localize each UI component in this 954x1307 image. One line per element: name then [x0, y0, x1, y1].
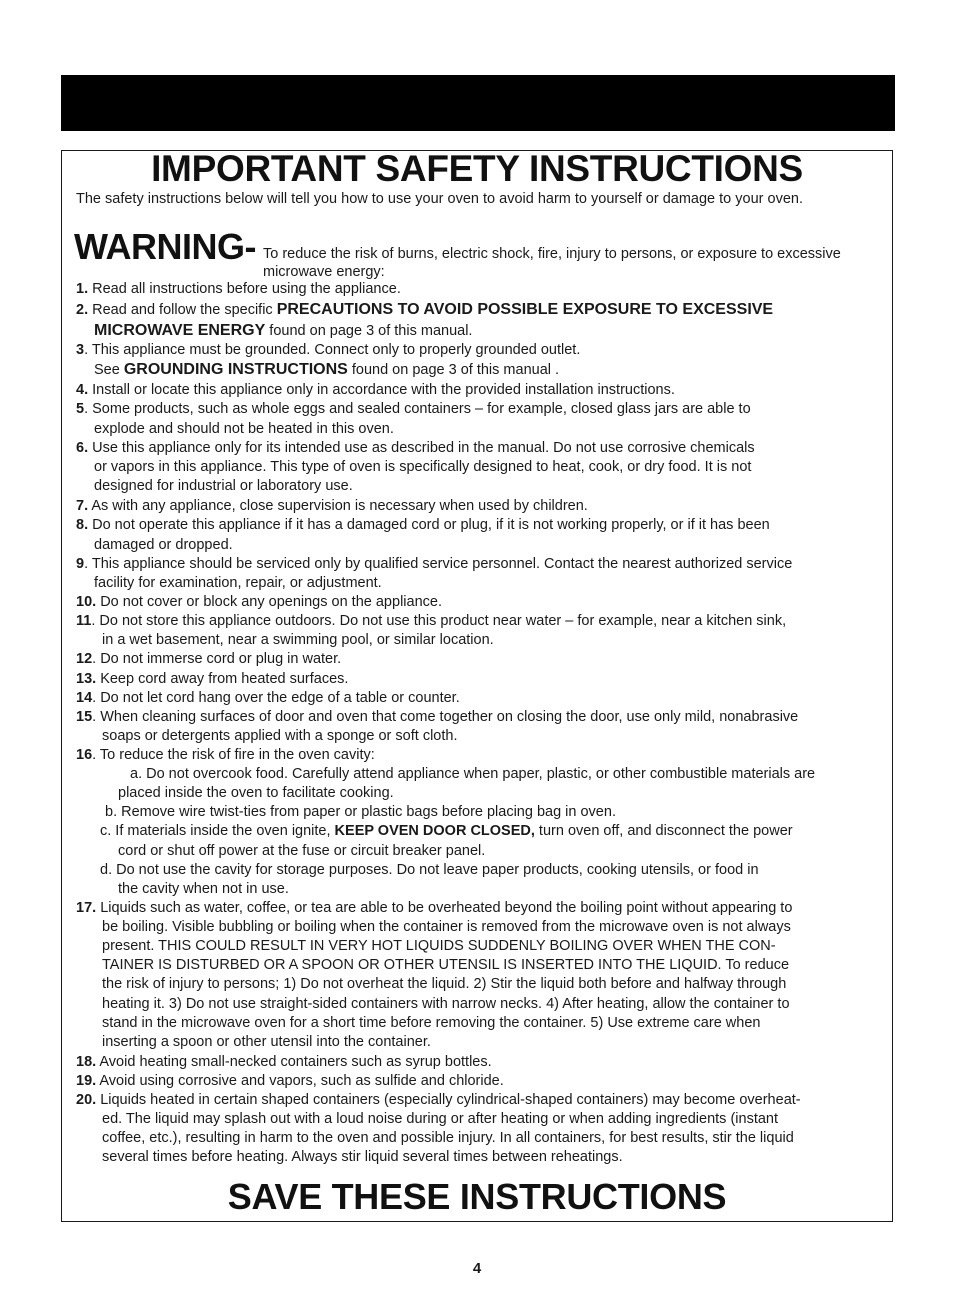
instruction-text: GROUNDING INSTRUCTIONS — [123, 361, 348, 378]
instruction-line — [94, 360, 559, 380]
instruction-text: cord or shut off power at the fuse or circuit breaker panel. — [118, 843, 486, 859]
instruction-text: 13. — [76, 671, 97, 687]
instruction-text: soaps or detergents applied with a sponge or soft cloth. — [102, 728, 458, 744]
instruction-line — [102, 1129, 794, 1148]
instruction-line — [94, 536, 233, 555]
instruction-line — [76, 555, 792, 574]
instruction-text: 16 — [76, 747, 93, 763]
instruction-line — [76, 670, 348, 689]
instruction-line — [102, 956, 789, 975]
instruction-text: MICROWAVE ENERGY — [94, 322, 266, 339]
instruction-line — [118, 842, 485, 861]
instruction-text: facility for examination, repair, or adjustment. — [94, 575, 382, 591]
instruction-line — [94, 458, 751, 477]
instruction-text: 12 — [76, 651, 93, 667]
instruction-line — [76, 899, 792, 918]
instruction-text: coffee, etc.), resulting in harm to the oven and possible injury. In all containers, for best results, stir the liquid — [102, 1130, 794, 1146]
instruction-line — [76, 400, 751, 419]
instruction-line — [102, 727, 457, 746]
instruction-text: 14 — [76, 690, 93, 706]
instruction-text: several times before heating. Always stir liquid several times between reheatings. — [102, 1149, 623, 1165]
instruction-line — [76, 381, 675, 400]
instruction-text: Liquids heated in certain shaped containers (especially cylindrical-shaped containers) may become overheat- — [96, 1092, 801, 1108]
instruction-text: Read and follow the specific — [88, 302, 277, 318]
instruction-text: or vapors in this appliance. This type of oven is specifically designed to heat, cook, or dry food. It is not — [94, 459, 752, 475]
instruction-text: 18. — [76, 1054, 97, 1070]
instruction-text: 20. — [76, 1092, 97, 1108]
instruction-text: explode and should not be heated in this oven. — [94, 421, 394, 437]
instruction-text: 17. — [76, 900, 97, 916]
instruction-line — [76, 650, 341, 669]
instruction-text: inserting a spoon or other utensil into the container. — [102, 1034, 431, 1050]
instruction-text: See — [94, 362, 124, 378]
instruction-line — [94, 420, 394, 439]
instruction-text: . This appliance should be serviced only by qualified service personnel. Contact the nearest authorized service — [84, 556, 793, 572]
instruction-text: PRECAUTIONS TO AVOID POSSIBLE EXPOSURE TO EXCESSIVE — [276, 301, 774, 318]
instruction-text: present. THIS COULD RESULT IN VERY HOT LIQUIDS SUDDENLY BOILING OVER WHEN THE CON- — [102, 938, 776, 954]
instruction-line — [76, 300, 773, 320]
instruction-text: 11 — [76, 613, 92, 629]
instruction-text: stand in the microwave oven for a short time before removing the container. 5) Use extreme care when — [102, 1015, 761, 1031]
instruction-text: 3 — [76, 342, 85, 358]
instruction-line — [102, 975, 786, 994]
instruction-line — [102, 1014, 760, 1033]
instruction-line — [76, 1072, 504, 1091]
instruction-text: c. If materials inside the oven ignite, — [100, 823, 335, 839]
instruction-text: Read all instructions before using the appliance. — [88, 281, 401, 297]
instruction-text: a. Do not overcook food. Carefully attend appliance when paper, plastic, or other combustible materials are — [130, 766, 816, 782]
instruction-text: TAINER IS DISTURBED OR A SPOON OR OTHER UTENSIL IS INSERTED INTO THE LIQUID. To reduce — [102, 957, 790, 973]
instruction-text: 10. — [76, 594, 97, 610]
instruction-line — [94, 321, 472, 341]
instruction-line — [76, 341, 580, 360]
instruction-text: 4. — [76, 382, 89, 398]
instruction-text: 2. — [76, 302, 89, 318]
instruction-text: 9 — [76, 556, 85, 572]
instruction-text: 5 — [76, 401, 85, 417]
instruction-text: 8. — [76, 517, 89, 533]
instruction-text: . To reduce the risk of fire in the oven cavity: — [92, 747, 375, 763]
instruction-text: Use this appliance only for its intended use as described in the manual. Do not use corrosive chemicals — [88, 440, 755, 456]
instruction-line — [94, 477, 353, 496]
instruction-line — [102, 937, 776, 956]
instruction-line — [94, 574, 382, 593]
instruction-text: b. Remove wire twist-ties from paper or plastic bags before placing bag in oven. — [105, 804, 616, 820]
instruction-line — [102, 1110, 778, 1129]
instruction-line — [100, 861, 759, 880]
instruction-text: the cavity when not in use. — [118, 881, 289, 897]
instruction-line — [76, 612, 786, 631]
instruction-text: 19. — [76, 1073, 97, 1089]
instruction-line — [76, 516, 770, 535]
instruction-line — [76, 708, 798, 727]
instruction-text: . Do not immerse cord or plug in water. — [92, 651, 342, 667]
instruction-text: be boiling. Visible bubbling or boiling when the container is removed from the microwave oven is not always — [102, 919, 791, 935]
instruction-text: 7. — [76, 498, 89, 514]
instruction-line — [76, 1091, 801, 1110]
instruction-line — [130, 765, 815, 784]
instruction-line — [118, 880, 289, 899]
instruction-text: . When cleaning surfaces of door and oven that come together on closing the door, use only mild, nonabrasive — [92, 709, 799, 725]
page-number: 4 — [472, 1260, 482, 1277]
instruction-text: Liquids such as water, coffee, or tea are able to be overheated beyond the boiling point without appearing to — [96, 900, 793, 916]
instruction-text: heating it. 3) Do not use straight-sided containers with narrow necks. 4) After heating, allow the container to — [102, 996, 790, 1012]
instruction-line — [118, 784, 394, 803]
instruction-text: turn oven off, and disconnect the power — [534, 823, 793, 839]
instruction-line — [76, 439, 755, 458]
instruction-line — [76, 746, 375, 765]
instruction-line — [102, 631, 494, 650]
instruction-line — [105, 803, 616, 822]
instruction-line — [76, 593, 442, 612]
instruction-line — [76, 1053, 492, 1072]
instruction-text: damaged or dropped. — [94, 537, 233, 553]
instruction-text: the risk of injury to persons; 1) Do not overheat the liquid. 2) Stir the liquid both before and halfway through — [102, 976, 787, 992]
instruction-text: found on page 3 of this manual . — [347, 362, 560, 378]
instruction-text: placed inside the oven to facilitate cooking. — [118, 785, 394, 801]
instruction-text: Keep cord away from heated surfaces. — [96, 671, 349, 687]
warning-label: WARNING- — [74, 226, 256, 267]
intro-text: The safety instructions below will tell you how to use your oven to avoid harm to yourself or damage to your oven. — [76, 191, 803, 207]
instruction-text: . Some products, such as whole eggs and sealed containers – for example, closed glass jars are able to — [84, 401, 751, 417]
instruction-text: Avoid using corrosive and vapors, such as sulfide and chloride. — [96, 1073, 504, 1089]
page-title: IMPORTANT SAFETY INSTRUCTIONS — [151, 148, 803, 189]
instruction-text: . Do not store this appliance outdoors. Do not use this product near water – for example, near a kitchen sink, — [91, 613, 787, 629]
instruction-text: . This appliance must be grounded. Connect only to properly grounded outlet. — [84, 342, 581, 358]
save-instructions-title: SAVE THESE INSTRUCTIONS — [227, 1176, 727, 1217]
instruction-text: Do not cover or block any openings on the appliance. — [96, 594, 442, 610]
instruction-text: KEEP OVEN DOOR CLOSED, — [334, 823, 535, 839]
instruction-text: Install or locate this appliance only in accordance with the provided installation instructions. — [88, 382, 675, 398]
warning-text: To reduce the risk of burns, electric shock, fire, injury to persons, or exposure to excessive microwave energy: — [263, 246, 841, 280]
instruction-line — [102, 918, 791, 937]
instruction-line — [102, 995, 790, 1014]
instruction-text: As with any appliance, close supervision is necessary when used by children. — [88, 498, 588, 514]
instruction-text: in a wet basement, near a swimming pool, or similar location. — [102, 632, 494, 648]
instruction-text: Avoid heating small-necked containers such as syrup bottles. — [96, 1054, 492, 1070]
instruction-text: 6. — [76, 440, 89, 456]
instruction-text: 15 — [76, 709, 93, 725]
instruction-text: designed for industrial or laboratory use. — [94, 478, 353, 494]
instruction-line — [76, 497, 588, 516]
instruction-text: d. Do not use the cavity for storage purposes. Do not leave paper products, cooking utensils, or food in — [100, 862, 759, 878]
instruction-text: . Do not let cord hang over the edge of a table or counter. — [92, 690, 460, 706]
instruction-text: 1. — [76, 281, 89, 297]
instruction-text: found on page 3 of this manual. — [265, 323, 473, 339]
instruction-line — [76, 280, 401, 299]
instruction-line — [102, 1033, 431, 1052]
instruction-line — [102, 1148, 623, 1167]
instruction-text: Do not operate this appliance if it has a damaged cord or plug, if it is not working properly, or if it has been — [88, 517, 770, 533]
instruction-line — [100, 822, 793, 841]
instruction-text: ed. The liquid may splash out with a loud noise during or after heating or when adding ingredients (instant — [102, 1111, 779, 1127]
instruction-line — [76, 689, 460, 708]
